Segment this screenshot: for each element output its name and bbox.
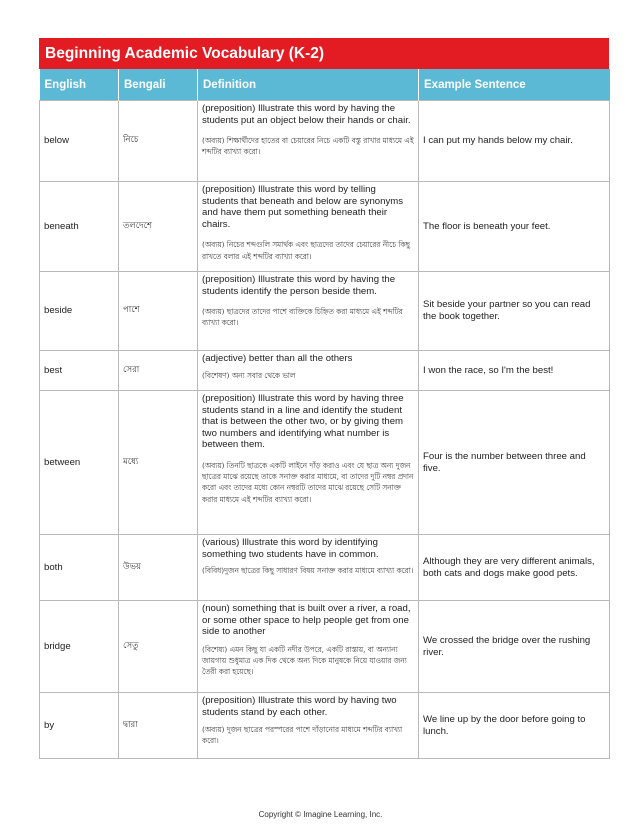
definition-bengali: (অব্যয়) তিনটি ছাত্রকে একটি লাইনে দাঁড় করাও এবং যে ছাত্র অন্য দুজন ছাত্রের মাঝে রয়েছে তাকে সনাক্ত করার মাধ্যমে, বা তাদের দুটি নম্বর প্রদান করো এবং তাদের মধ্যে কোন নম্বরটি তাদের মাঝে রয়েছে সেটি সনাক্ত করার মাধ্যমে এই শব্দটির ব্যাখ্যা করো। (202, 460, 414, 504)
bengali-word: তলদেশে (119, 182, 198, 272)
header-english: English (40, 69, 119, 101)
definition-english: (preposition) Illustrate this word by having three students stand in a line and identify the student that is between the other two, or by giving them two numbers and identifying what number is between them. (202, 393, 404, 451)
example-sentence: We line up by the door before going to lunch. (419, 693, 610, 759)
bengali-word: নিচে (119, 101, 198, 182)
english-word: by (40, 693, 119, 759)
header-definition: Definition (198, 69, 419, 101)
definition-english: (preposition) Illustrate this word by having the students identify the person beside them. (202, 274, 396, 297)
english-word: beside (40, 272, 119, 351)
definition-cell (198, 272, 419, 351)
example-sentence: The floor is beneath your feet. (419, 182, 610, 272)
example-sentence: Sit beside your partner so you can read the book together. (419, 272, 610, 351)
example-sentence: I can put my hands below my chair. (419, 101, 610, 182)
definition-bengali: (বিবিধ)দুজন ছাত্রের কিছু সাধারণ বিষয় সনাক্ত করার মাধ্যমে ব্যাখ্যা করো। (202, 566, 414, 576)
definition-cell (198, 101, 419, 182)
example-sentence: Although they are very different animals, both cats and dogs make good pets. (419, 535, 610, 601)
table-row (40, 182, 610, 272)
definition-cell (198, 693, 419, 759)
example-sentence: Four is the number between three and five. (419, 391, 610, 535)
definition-cell (198, 351, 419, 391)
definition-english: (adjective) better than all the others (202, 353, 353, 364)
definition-bengali: (অব্যয়) ছাত্রদের তাদের পাশে ব্যক্তিকে চিহ্নিত করা মাধ্যমে এই শব্দটির ব্যাখ্যা করো। (202, 307, 403, 328)
page-title: Beginning Academic Vocabulary (K-2) (39, 38, 609, 69)
definition-bengali: (অব্যয়) দুজন ছাত্রের পরস্পরের পাশে দাঁড়ানোর মাধ্যমে শব্দটির ব্যাখ্যা করো। (202, 725, 403, 746)
definition-bengali: (অব্যয়) নিচের শব্দগুলি সমার্থক এবং ছাত্রদের তাদের চেয়ারের নীচে কিছু রাখতে বলার এই শব্দটির ব্যাখ্যা করো। (202, 240, 410, 261)
bengali-word: দ্বারা (119, 693, 198, 759)
bengali-word: মধ্যে (119, 391, 198, 535)
definition-english: (preposition) Illustrate this word by telling students that beneath and below are synonyms and have them put something beneath their chairs. (202, 184, 404, 230)
english-word: best (40, 351, 119, 391)
definition-bengali: (বিশেষণ) অন্য সবার থেকে ভাল (202, 370, 296, 380)
table-row (40, 693, 610, 759)
english-word: both (40, 535, 119, 601)
english-word: below (40, 101, 119, 182)
definition-bengali: (অব্যয়) শিক্ষার্থীদের হাতের বা চেয়ারের নিচে একটি বস্তু রাখার মাধ্যমে এই শব্দটির ব্যাখ্যা করো। (202, 136, 414, 157)
table-row (40, 391, 610, 535)
table-row (40, 101, 610, 182)
table-header-row (40, 69, 610, 101)
table-row (40, 351, 610, 391)
example-sentence: I won the race, so I'm the best! (419, 351, 610, 391)
bengali-word: পাশে (119, 272, 198, 351)
header-bengali: Bengali (119, 69, 198, 101)
definition-english: (noun) something that is built over a river, a road, or some other space to help people get from one side to another (202, 603, 411, 638)
copyright-footer: Copyright © Imagine Learning, Inc. (258, 810, 383, 819)
definition-english: (preposition) Illustrate this word by having two students stand by each other. (202, 695, 397, 718)
definition-english: (preposition) Illustrate this word by having the students put an object below their hands or chair. (202, 103, 411, 126)
english-word: between (40, 391, 119, 535)
example-sentence: We crossed the bridge over the rushing river. (419, 601, 610, 693)
english-word: bridge (40, 601, 119, 693)
header-example: Example Sentence (419, 69, 610, 101)
table-row (40, 601, 610, 693)
bengali-word: উভয় (119, 535, 198, 601)
vocabulary-table (39, 69, 610, 759)
bengali-word: সেরা (119, 351, 198, 391)
bengali-word: সেতু (119, 601, 198, 693)
definition-cell (198, 182, 419, 272)
table-row (40, 535, 610, 601)
definition-cell (198, 391, 419, 535)
english-word: beneath (40, 182, 119, 272)
vocabulary-document (39, 38, 609, 759)
definition-cell (198, 601, 419, 693)
definition-bengali: (বিশেষ্য) এমন কিছু যা একটি নদীর উপরে, একটি রাস্তায়, বা অন্যান্য জায়গায় শুধুমাত্র এক দিক থেকে অন্য দিকে মানুষকে নিয়ে যাওয়ার জন্য তৈরী করা হয়েছে। (202, 644, 407, 677)
definition-cell (198, 535, 419, 601)
definition-english: (various) Illustrate this word by identifying something two students have in common. (202, 537, 379, 560)
table-row (40, 272, 610, 351)
